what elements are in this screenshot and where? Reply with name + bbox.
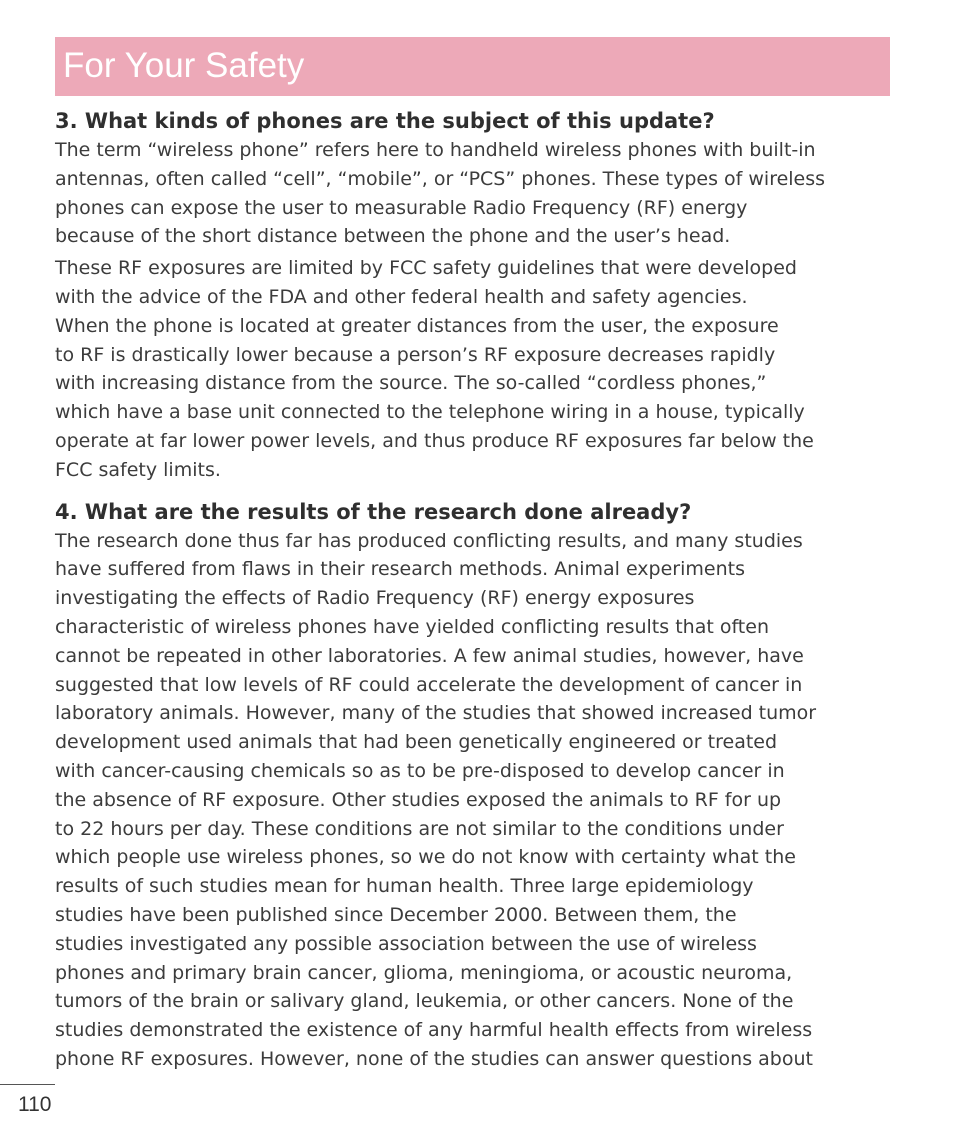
page-number: 110 [18,1093,52,1116]
text-line: cannot be repeated in other laboratories. A few animal studies, however, have [55,644,804,667]
text-line: investigating the effects of Radio Frequency (RF) energy exposures [55,587,695,610]
text-line: phones and primary brain cancer, glioma, meningioma, or acoustic neuroma, [55,961,793,984]
section-heading-3: 3. What kinds of phones are the subject of this update? [55,109,715,133]
text-line: phone RF exposures. However, none of the studies can answer questions about [55,1047,813,1070]
page-header-banner [55,37,890,96]
text-line: with increasing distance from the source. The so-called “cordless phones,” [55,372,767,395]
text-line: laboratory animals. However, many of the studies that showed increased tumor [55,702,817,725]
text-line: antennas, often called “cell”, “mobile”, or “PCS” phones. These types of wireless [55,167,826,190]
text-line: The term “wireless phone” refers here to handheld wireless phones with built-in [55,139,816,161]
text-line: When the phone is located at greater distances from the user, the exposure [55,314,779,337]
footer-divider [0,1084,55,1085]
text-line: characteristic of wireless phones have yielded conflicting results that often [55,615,769,638]
section-heading-4: 4. What are the results of the research done already? [55,499,692,524]
text-line: These RF exposures are limited by FCC safety guidelines that were developed [55,257,797,280]
text-line: studies have been published since December 2000. Between them, the [55,903,737,926]
text-line: which have a base unit connected to the telephone wiring in a house, typically [55,401,805,424]
text-line: tumors of the brain or salivary gland, leukemia, or other cancers. None of the [55,990,794,1013]
text-line: The research done thus far has produced conflicting results, and many studies [55,529,803,552]
text-line: results of such studies mean for human health. Three large epidemiology [55,875,754,898]
text-line: with cancer-causing chemicals so as to be pre-disposed to develop cancer in [55,759,785,782]
text-line: phones can expose the user to measurable Radio Frequency (RF) energy [55,196,748,219]
text-line: to 22 hours per day. These conditions are not similar to the conditions under [55,817,784,840]
document-body [55,106,895,1074]
text-line: operate at far lower power levels, and thus produce RF exposures far below the [55,429,814,452]
text-line: which people use wireless phones, so we do not know with certainty what the [55,846,796,869]
section-4-paragraph-1 [55,527,895,1074]
text-line: the absence of RF exposure. Other studies exposed the animals to RF for up [55,788,782,811]
text-line: development used animals that had been genetically engineered or treated [55,731,778,754]
text-line: suggested that low levels of RF could accelerate the development of cancer in [55,673,803,696]
section-3-paragraph-2 [55,254,895,484]
section-3-paragraph-1 [55,136,895,251]
text-line: studies investigated any possible association between the use of wireless [55,932,757,955]
text-line: to RF is drastically lower because a person’s RF exposure decreases rapidly [55,343,776,366]
text-line: studies demonstrated the existence of any harmful health effects from wireless [55,1019,813,1042]
text-line: with the advice of the FDA and other federal health and safety agencies. [55,285,748,308]
text-line: because of the short distance between the phone and the user’s head. [55,225,731,248]
text-line: have suffered from flaws in their research methods. Animal experiments [55,558,745,581]
text-line: FCC safety limits. [55,458,221,481]
page-header-title: For Your Safety [63,46,305,85]
